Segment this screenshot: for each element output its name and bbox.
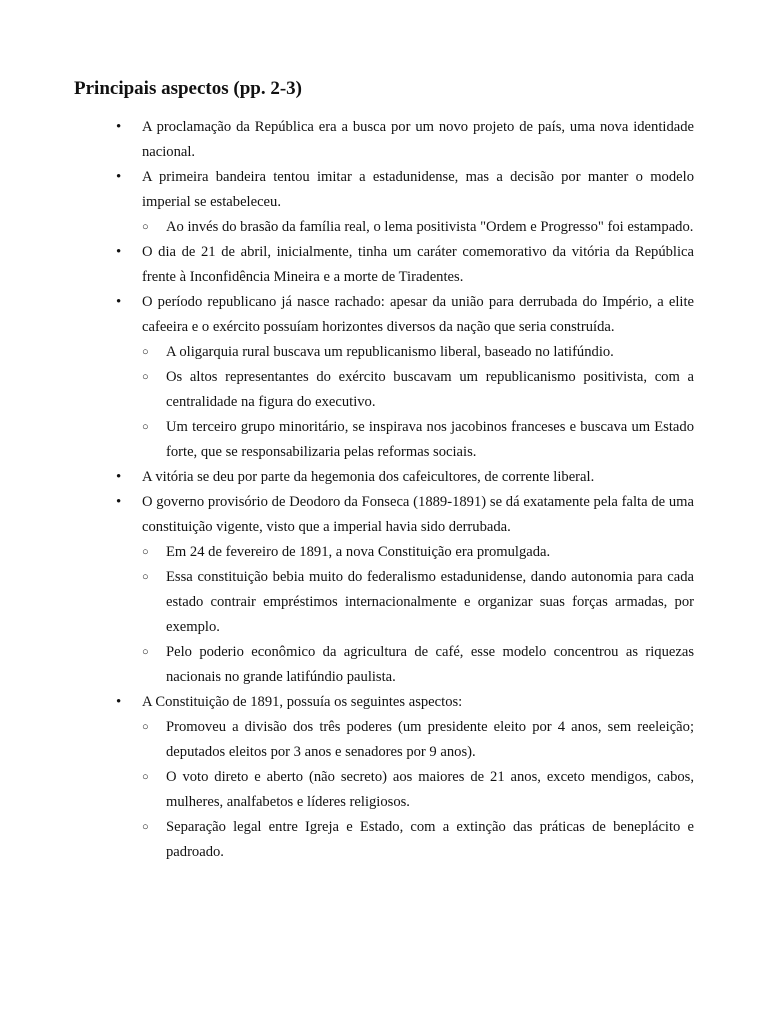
sub-list-item [142, 415, 694, 465]
bullet-list [0, 115, 768, 865]
sub-list-item [142, 215, 694, 240]
bullet-disc-icon: • [116, 294, 122, 310]
bullet-circle-icon: ○ [142, 821, 149, 833]
list-item-text: Ao invés do brasão da família real, o lema positivista "Ordem e Progresso" foi estampado. [166, 219, 694, 235]
sub-list-item [142, 715, 694, 765]
list-item-text: O governo provisório de Deodoro da Fonseca (1889-1891) se dá exatamente pela falta de uma constituição vigente, visto que a imperial havia sido derrubada. [142, 494, 694, 535]
list-item-text: Essa constituição bebia muito do federalismo estadunidense, dando autonomia para cada estado contrair empréstimos internacionalmente e organizar suas forças armadas, por exemplo. [166, 569, 694, 635]
list-item [116, 165, 694, 215]
bullet-disc-icon: • [116, 694, 122, 710]
list-item [116, 465, 694, 490]
section-heading: Principais aspectos (pp. 2-3) [74, 78, 302, 99]
list-item-text: A oligarquia rural buscava um republicanismo liberal, baseado no latifúndio. [166, 344, 614, 360]
sub-list-item [142, 640, 694, 690]
bullet-disc-icon: • [116, 469, 122, 485]
list-item [116, 240, 694, 290]
list-item [116, 115, 694, 165]
list-item-text: A vitória se deu por parte da hegemonia dos cafeicultores, de corrente liberal. [142, 469, 595, 485]
list-item-text: A primeira bandeira tentou imitar a estadunidense, mas a decisão por manter o modelo imperial se estabeleceu. [142, 169, 694, 210]
sub-list-item [142, 765, 694, 815]
bullet-disc-icon: • [116, 119, 122, 135]
sub-list-item [142, 565, 694, 640]
bullet-disc-icon: • [116, 244, 122, 260]
sub-list-item [142, 815, 694, 865]
list-item-text: Em 24 de fevereiro de 1891, a nova Constituição era promulgada. [166, 544, 551, 560]
bullet-circle-icon: ○ [142, 646, 149, 658]
list-item-text: Os altos representantes do exército buscavam um republicanismo positivista, com a centralidade na figura do executivo. [166, 369, 694, 410]
list-item-text: Promoveu a divisão dos três poderes (um presidente eleito por 4 anos, sem reeleição; deputados eleitos por 3 anos e senadores por 9 anos). [166, 719, 694, 760]
bullet-circle-icon: ○ [142, 571, 149, 583]
list-item-text: O voto direto e aberto (não secreto) aos maiores de 21 anos, exceto mendigos, cabos, mulheres, analfabetos e líderes religiosos. [166, 769, 694, 810]
sub-list-item [142, 340, 694, 365]
bullet-circle-icon: ○ [142, 721, 149, 733]
list-item-text: O dia de 21 de abril, inicialmente, tinha um caráter comemorativo da vitória da República frente à Inconfidência Mineira e a morte de Tiradentes. [142, 244, 694, 285]
bullet-circle-icon: ○ [142, 546, 149, 558]
list-item-text: Pelo poderio econômico da agricultura de café, esse modelo concentrou as riquezas nacionais no grande latifúndio paulista. [166, 644, 694, 685]
list-item-text: A Constituição de 1891, possuía os seguintes aspectos: [142, 694, 463, 710]
bullet-circle-icon: ○ [142, 346, 149, 358]
sub-list-item [142, 365, 694, 415]
sub-list-item [142, 540, 694, 565]
list-item [116, 690, 694, 715]
list-item [116, 490, 694, 540]
list-item-text: Separação legal entre Igreja e Estado, com a extinção das práticas de beneplácito e padroado. [166, 819, 694, 860]
bullet-circle-icon: ○ [142, 421, 149, 433]
bullet-circle-icon: ○ [142, 221, 149, 233]
list-item-text: O período republicano já nasce rachado: apesar da união para derrubada do Império, a elite cafeeira e o exército possuíam horizontes diversos da nação que seria construída. [142, 294, 694, 335]
list-item-text: A proclamação da República era a busca por um novo projeto de país, uma nova identidade nacional. [142, 119, 694, 160]
bullet-circle-icon: ○ [142, 771, 149, 783]
list-item [116, 290, 694, 340]
bullet-disc-icon: • [116, 169, 122, 185]
list-item-text: Um terceiro grupo minoritário, se inspirava nos jacobinos franceses e buscava um Estado forte, que se responsabilizaria pelas reformas sociais. [166, 419, 694, 460]
bullet-disc-icon: • [116, 494, 122, 510]
bullet-circle-icon: ○ [142, 371, 149, 383]
